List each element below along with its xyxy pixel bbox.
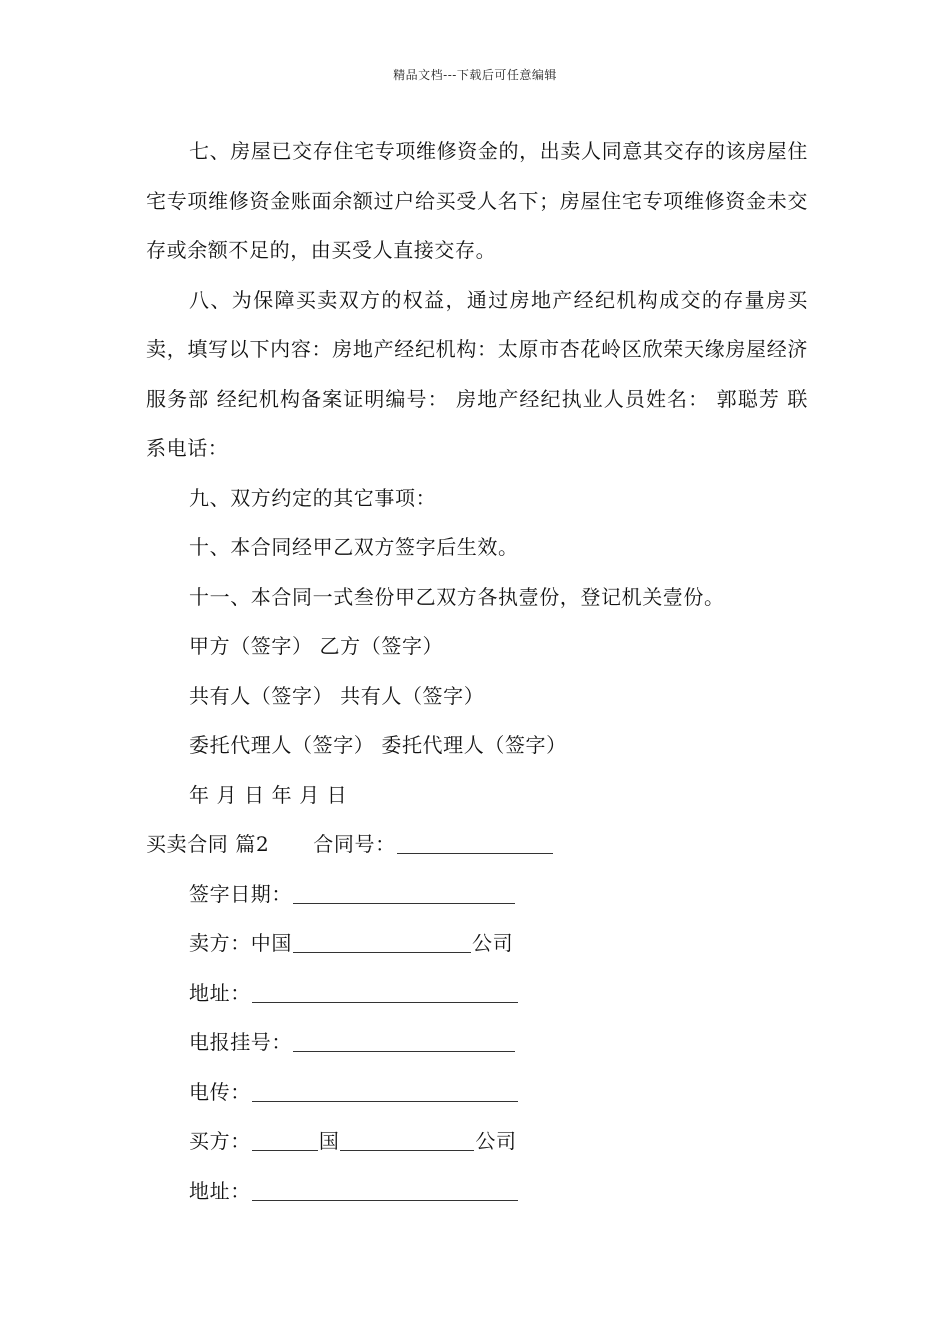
seller-address-label: 地址： — [189, 980, 251, 1005]
buyer-name-blank[interactable] — [340, 1128, 474, 1151]
document-body — [146, 127, 808, 1216]
buyer-line — [146, 1117, 808, 1167]
cable-blank[interactable] — [293, 1029, 515, 1052]
party-signature-line: 甲方（签字） 乙方（签字） — [189, 634, 444, 658]
seller-company-suffix: 公司 — [472, 931, 514, 955]
seller-address-blank[interactable] — [252, 980, 518, 1003]
buyer-address-label: 地址： — [189, 1178, 251, 1203]
seller-line — [146, 919, 808, 969]
contract2-title: 买卖合同 篇2 — [146, 832, 270, 856]
buyer-address-blank[interactable] — [252, 1178, 518, 1201]
clause-9: 九、双方约定的其它事项： — [189, 485, 437, 510]
seller-address-line — [146, 969, 808, 1019]
seller-label: 卖方：中国 — [189, 931, 292, 955]
telex-line — [146, 1068, 808, 1118]
agent-signature-line: 委托代理人（签字） 委托代理人（签字） — [189, 733, 567, 757]
contract2-title-line — [146, 820, 808, 870]
cable-address-line — [146, 1018, 808, 1068]
clause-8: 八、为保障买卖双方的权益，通过房地产经纪机构成交的存量房买卖，填写以下内容：房地产经纪机构：太原市杏花岭区欣荣天缘房屋经济服务部 经纪机构备案证明编号： 房地产经纪执业人员姓名： 郭聪芳 联系电话： — [146, 287, 808, 460]
buyer-company-suffix: 公司 — [475, 1129, 517, 1153]
telex-blank[interactable] — [252, 1079, 518, 1102]
contract-no-blank[interactable] — [397, 831, 553, 854]
clause-11: 十一、本合同一式叁份甲乙双方各执壹份，登记机关壹份。 — [189, 584, 725, 609]
sign-date-line — [146, 870, 808, 920]
seller-name-blank[interactable] — [293, 930, 471, 953]
buyer-country-word: 国 — [318, 1129, 340, 1153]
buyer-country-blank[interactable] — [252, 1128, 318, 1151]
date-line: 年 月 日 年 月 日 — [189, 782, 348, 807]
clause-10: 十、本合同经甲乙双方签字后生效。 — [189, 535, 519, 559]
buyer-address-line — [146, 1167, 808, 1217]
contract-no-label: 合同号： — [313, 832, 396, 856]
telex-label: 电传： — [189, 1079, 251, 1104]
sign-date-label: 签字日期： — [189, 881, 292, 906]
cable-label: 电报挂号： — [189, 1030, 292, 1054]
clause-7: 七、房屋已交存住宅专项维修资金的，出卖人同意其交存的该房屋住宅专项维修资金账面余额过户给买受人名下；房屋住宅专项维修资金未交存或余额不足的，由买受人直接交存。 — [146, 139, 808, 262]
co-owner-signature-line: 共有人（签字） 共有人（签字） — [189, 683, 485, 708]
sign-date-blank[interactable] — [293, 881, 515, 904]
buyer-label: 买方： — [189, 1129, 251, 1153]
page-header: 精品文档---下载后可任意编辑 — [393, 68, 557, 82]
